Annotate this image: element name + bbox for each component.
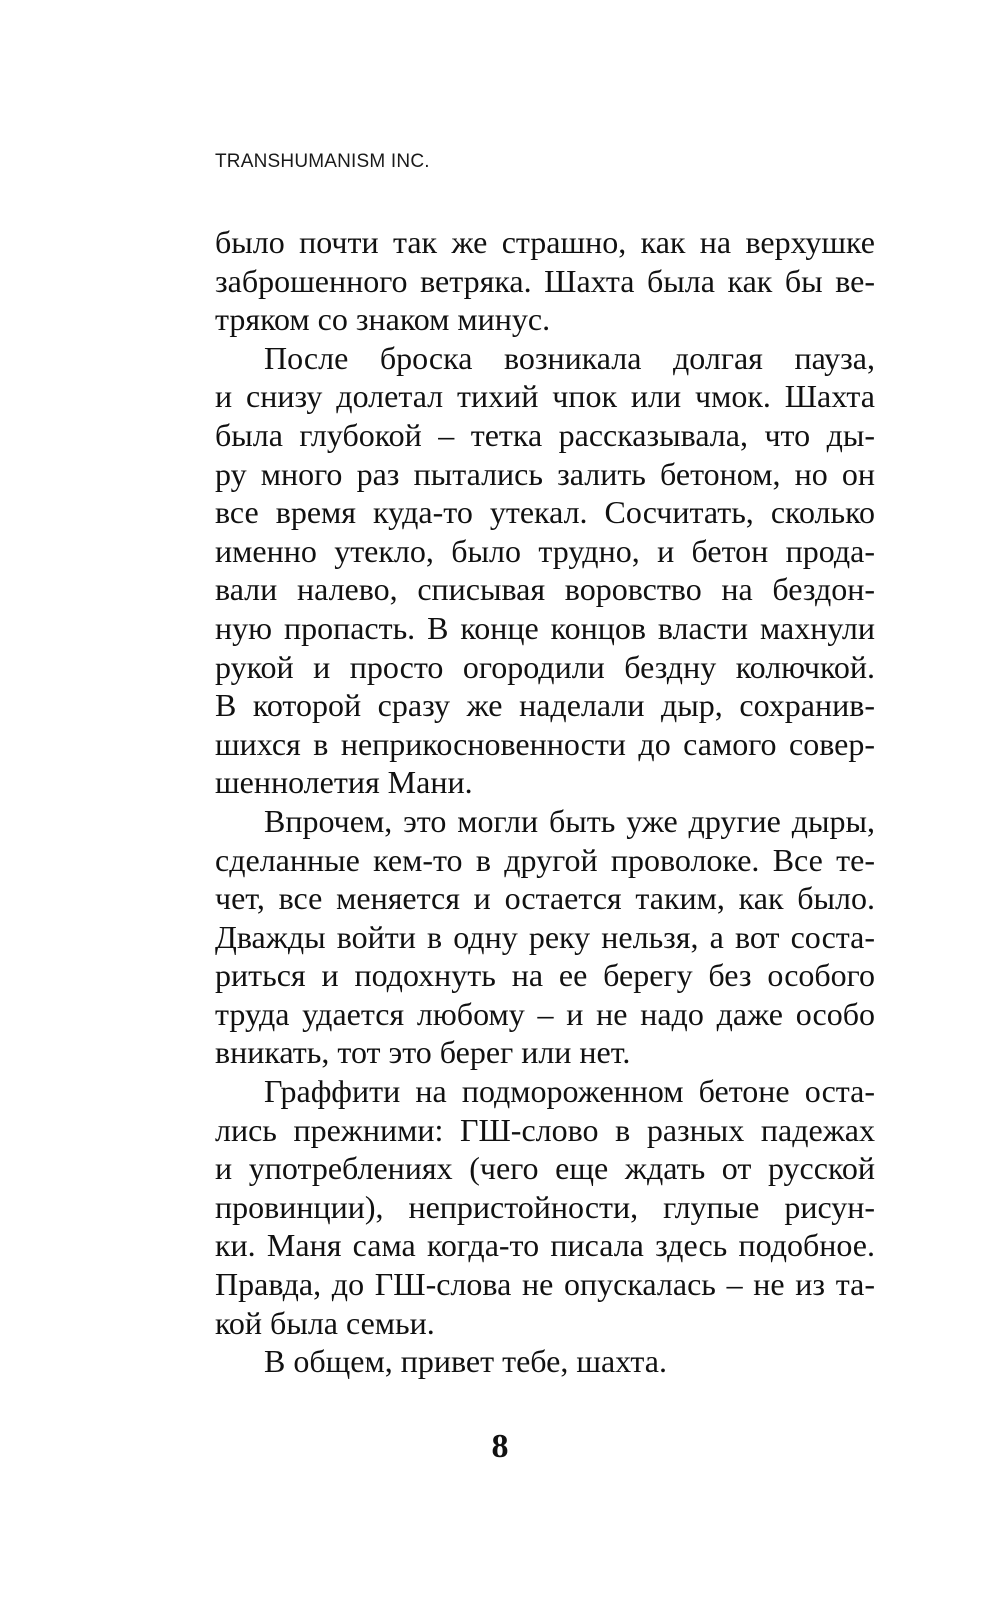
text-line: Граффити на подмороженном бетоне оста- xyxy=(264,1073,875,1110)
paragraph xyxy=(215,1072,875,1342)
text-line: и употреблениях (чего еще ждать от русской xyxy=(215,1150,875,1187)
text-line: было почти так же страшно, как на верхушке xyxy=(215,224,875,260)
text-line: В общем, привет тебе, шахта. xyxy=(264,1343,667,1380)
body-text xyxy=(215,223,875,1381)
text-line: В которой сразу же наделали дыр, сохранив- xyxy=(215,687,875,724)
text-line: риться и подохнуть на ее берегу без особого xyxy=(215,957,875,994)
text-line: тряком со знаком минус. xyxy=(215,301,551,338)
text-line: сделанные кем-то в другой проволоке. Все те- xyxy=(215,841,875,878)
text-line: заброшенного ветряка. Шахта была как бы ве- xyxy=(215,262,875,299)
text-line: После броска возникала долгая пауза, xyxy=(264,339,875,376)
paragraph xyxy=(215,1342,875,1381)
text-line: лись прежними: ГШ-слово в разных падежах xyxy=(215,1111,875,1148)
text-line: Правда, до ГШ-слова не опускалась – не из та- xyxy=(215,1266,875,1303)
text-line: вали налево, списывая воровство на бездон- xyxy=(215,571,875,608)
text-line: ки. Маня сама когда-то писала здесь подобное. xyxy=(215,1227,875,1264)
running-title: TRANSHUMANISM INC. xyxy=(215,151,430,172)
paragraph xyxy=(215,223,875,339)
text-line: чет, все меняется и остается таким, как было. xyxy=(215,880,875,917)
text-line: ру много раз пытались залить бетоном, но он xyxy=(215,455,875,492)
text-line: ную пропасть. В конце концов власти махнули xyxy=(215,609,875,646)
text-line: и снизу долетал тихий чпок или чмок. Шахта xyxy=(215,378,875,415)
text-line: кой была семьи. xyxy=(215,1304,435,1341)
text-line: шихся в неприкосновенности до самого совер- xyxy=(215,725,875,762)
page-number: 8 xyxy=(491,1428,509,1465)
text-line: все время куда-то утекал. Сосчитать, сколько xyxy=(215,494,875,531)
text-line: Впрочем, это могли быть уже другие дыры, xyxy=(264,802,875,839)
text-line: рукой и просто огородили бездну колючкой. xyxy=(215,648,875,685)
text-line: была глубокой – тетка рассказывала, что ды- xyxy=(215,416,875,453)
text-line: шеннолетия Мани. xyxy=(215,764,473,801)
paragraph xyxy=(215,339,875,802)
text-line: Дважды войти в одну реку нельзя, а вот соста- xyxy=(215,918,875,955)
text-line: именно утекло, было трудно, и бетон прода- xyxy=(215,532,875,569)
text-line: труда удается любому – и не надо даже особо xyxy=(215,995,875,1032)
text-line: вникать, тот это берег или нет. xyxy=(215,1034,631,1071)
paragraph xyxy=(215,802,875,1072)
text-line: провинции), непристойности, глупые рисун- xyxy=(215,1188,875,1225)
